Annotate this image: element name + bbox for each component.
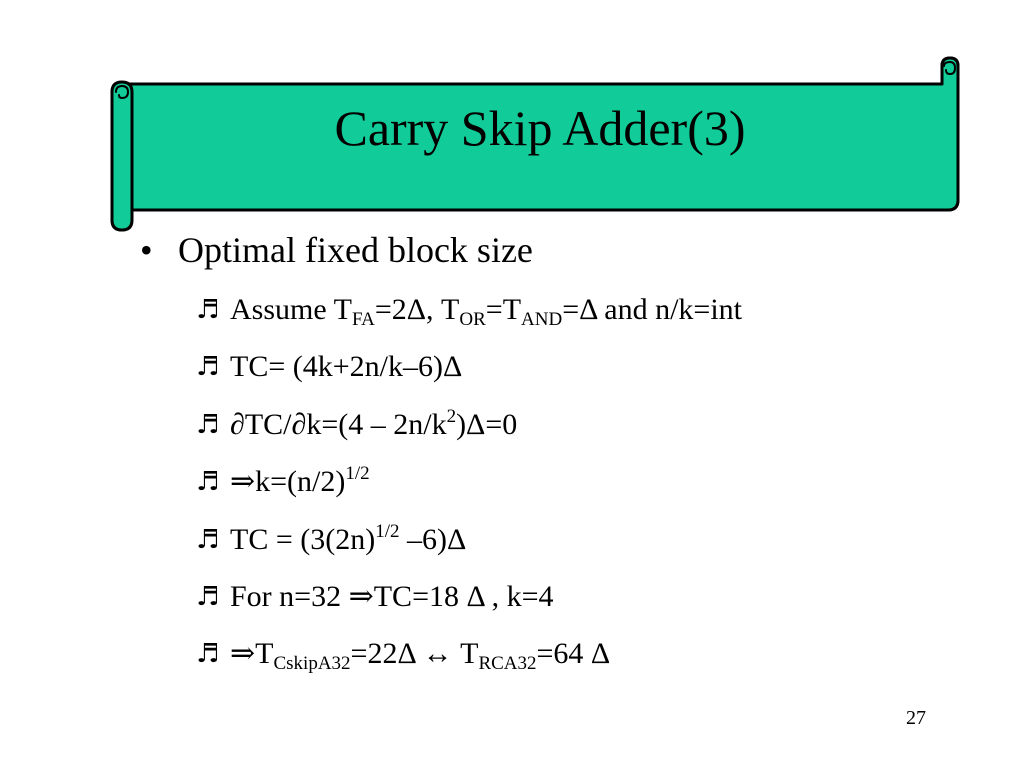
music-note-icon: ♬ — [196, 295, 220, 325]
bullet-dot-icon: • — [140, 230, 153, 270]
page-number: 27 — [906, 707, 926, 729]
sub-bullet-comparison — [196, 634, 610, 674]
sub-text: Assume $T_{FA}=2\Delta$, $T_{OR}=T_{AND}=\Delta$ and n/k=int — [230, 293, 743, 330]
sub-bullet-optimal-k — [196, 462, 370, 502]
slide-title: Carry Skip Adder(3) — [334, 100, 746, 156]
music-note-icon: ♬ — [196, 639, 220, 669]
music-note-icon: ♬ — [196, 467, 220, 497]
sub-bullet-optimal-tc — [196, 520, 466, 560]
sub-text: $\Rightarrow T_{CskipA32}=22\Delta$ ↔ $T_{RCA32}=64$ Δ — [230, 637, 611, 674]
sub-bullet-derivative — [196, 405, 517, 445]
music-note-icon: ♬ — [196, 525, 220, 555]
sub-bullet-tc-formula — [196, 347, 462, 387]
main-bullet-text: Optimal fixed block size — [178, 230, 533, 270]
sub-text: TC= (4k+2n/k–6)Δ — [230, 350, 463, 383]
sub-text: $\Rightarrow k=(n/2)^{1/2}$ — [230, 463, 370, 498]
sub-bullet-assume — [196, 290, 742, 330]
music-note-icon: ♬ — [196, 410, 220, 440]
sub-bullet-example — [196, 577, 554, 617]
music-note-icon: ♬ — [196, 582, 220, 612]
main-bullet — [140, 224, 533, 276]
sub-text: $\partial TC/\partial k=(4 - 2n/k^2)\Delta=0$ — [230, 406, 518, 441]
sub-text: TC = ($3(2n)^{1/2}$ –6)Δ — [230, 521, 467, 556]
sub-text: For n=32 ⇒TC=18 Δ , k=4 — [230, 580, 554, 613]
music-note-icon: ♬ — [196, 352, 220, 382]
